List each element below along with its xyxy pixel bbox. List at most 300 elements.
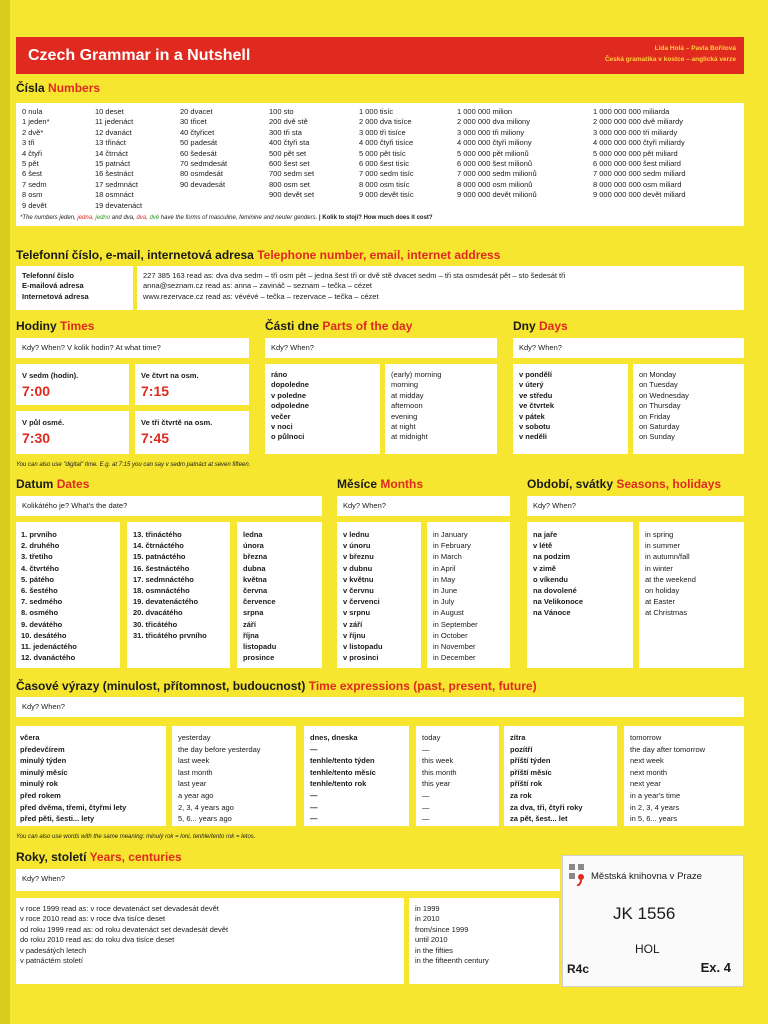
list-item: 9 000 000 devět milionů — [457, 190, 537, 200]
list-item: 2, 3, 4 years ago — [178, 802, 234, 812]
list-item: na podzim — [533, 552, 571, 562]
expr-present-en — [422, 732, 457, 825]
list-item: příští týden — [510, 756, 551, 766]
seasons-cz-list — [533, 529, 583, 619]
dates-ordinals-2 — [133, 529, 207, 641]
times-heading: Hodiny Times — [16, 319, 95, 333]
months-question: Kdy? When? — [343, 501, 386, 510]
expressions-question-box — [16, 697, 744, 717]
time-card-value: 7:00 — [22, 383, 51, 399]
list-item: 50 padesát — [180, 138, 218, 148]
list-item: srpna — [243, 608, 264, 618]
list-item: 60 šedesát — [180, 148, 217, 158]
list-item: ve čtvrtek — [519, 401, 555, 411]
list-item: 5, 6... years ago — [178, 814, 232, 824]
list-item: v neděli — [519, 432, 547, 442]
time-card-700 — [16, 364, 129, 405]
list-item: 17 sedmnáct — [95, 179, 138, 189]
time-card-745 — [135, 411, 249, 454]
seasons-heading: Období, svátky Seasons, holidays — [527, 477, 722, 491]
list-item: in October — [433, 630, 468, 640]
list-item: v dubnu — [343, 563, 373, 573]
list-item: in the fifteenth century — [415, 955, 489, 965]
list-item: července — [243, 597, 276, 607]
contact-labels — [22, 271, 89, 302]
list-item: 8 000 000 osm milionů — [457, 179, 533, 189]
list-item: 200 dvě stě — [269, 117, 308, 127]
list-item: in June — [433, 585, 458, 595]
list-item: 100 sto — [269, 107, 294, 116]
list-item: on Wednesday — [639, 390, 689, 400]
list-item: — — [422, 814, 430, 824]
list-item: afternoon — [391, 401, 423, 411]
list-item: 30 třicet — [180, 117, 207, 127]
dates-question-box — [16, 496, 322, 516]
months-question-box — [337, 496, 510, 516]
list-item: tenhle/tento měsíc — [310, 767, 376, 777]
list-item: on Saturday — [639, 421, 680, 431]
list-item: v říjnu — [343, 630, 366, 640]
list-item: 10 deset — [95, 107, 124, 116]
list-item: 70 sedmdesát — [180, 158, 228, 168]
contact-values — [143, 271, 565, 302]
list-item: on Thursday — [639, 401, 681, 411]
list-item: do roku 2010 read as: do roku dva tisíce deset — [20, 935, 175, 945]
list-item: 8 000 000 000 osm miliard — [593, 179, 682, 189]
list-item: května — [243, 574, 267, 584]
list-item: 1 000 000 000 miliarda — [593, 107, 670, 116]
expr-future-en — [630, 732, 705, 825]
expr-present-cz — [310, 732, 376, 825]
list-item: ve středu — [519, 390, 553, 400]
months-en-box — [427, 522, 510, 668]
list-item: 13 třináct — [95, 138, 126, 148]
list-item: 4 000 000 čtyři miliony — [457, 138, 532, 148]
list-item: v pondělí — [519, 370, 552, 379]
list-item: 16. šestnáctého — [133, 563, 190, 573]
list-item: yesterday — [178, 733, 211, 742]
numbers-col-units — [22, 107, 50, 211]
list-item: 30. třicátého — [133, 619, 178, 629]
times-question: Kdy? When? V kolik hodin? At what time? — [22, 343, 161, 352]
list-item: on Sunday — [639, 432, 675, 442]
list-item: v září — [343, 619, 363, 629]
list-item: 4 000 čtyři tisíce — [359, 138, 414, 148]
days-question-box — [513, 338, 744, 358]
list-item: last year — [178, 779, 207, 789]
parts-en-box — [385, 364, 497, 454]
list-item: in 1999 — [415, 904, 440, 913]
contact-values-box — [137, 266, 744, 310]
list-item: Internetová adresa — [22, 291, 89, 301]
numbers-col-billions — [593, 107, 686, 201]
list-item: 9. devátého — [21, 619, 63, 629]
list-item: v srpnu — [343, 608, 371, 618]
list-item: 18 osmnáct — [95, 190, 134, 200]
list-item: 80 osmdesát — [180, 169, 223, 179]
list-item: 9 000 000 000 devět miliard — [593, 190, 686, 200]
list-item: 15. patnáctého — [133, 552, 186, 562]
dates-heading: Datum Dates — [16, 477, 90, 491]
list-item: 19 devatenáct — [95, 200, 143, 210]
expr-present-cz-box — [304, 726, 409, 826]
list-item: in summer — [645, 541, 681, 551]
times-note: You can also use "digital" time. E.g. at 7:15 you can say v sedm patnáct at seven fifteen. — [16, 462, 251, 468]
list-item: 8. osmého — [21, 608, 59, 618]
list-item: 6 000 000 šest milionů — [457, 158, 533, 168]
list-item: anna@seznam.cz read as: anna – zavináč – seznam – tečka – cézet — [143, 281, 372, 291]
numbers-box — [16, 103, 744, 226]
months-cz-box — [337, 522, 421, 668]
numbers-col-thousands — [359, 107, 414, 201]
days-heading: Dny Days — [513, 319, 568, 333]
list-item: v květnu — [343, 574, 374, 584]
expr-past-cz — [20, 732, 126, 825]
list-item: v červenci — [343, 597, 380, 607]
author-code: HOL — [635, 942, 660, 956]
list-item: v březnu — [343, 552, 374, 562]
dates-col1-box — [16, 522, 120, 668]
list-item: v zimě — [533, 563, 556, 573]
dates-question: Kolikátého je? What's the date? — [22, 501, 128, 510]
list-item: v červnu — [343, 585, 374, 595]
library-sticker — [562, 855, 744, 987]
list-item: evening — [391, 411, 418, 421]
expr-future-cz-box — [504, 726, 617, 826]
contact-labels-box — [16, 266, 133, 310]
times-question-box — [16, 338, 249, 358]
list-item: před rokem — [20, 790, 61, 800]
list-item: 1 000 000 milion — [457, 107, 513, 116]
days-question: Kdy? When? — [519, 343, 562, 352]
months-cz-list — [343, 529, 383, 663]
numbers-col-teens — [95, 107, 142, 211]
list-item: on holiday — [645, 585, 680, 595]
list-item: o půlnoci — [271, 432, 305, 442]
list-item: in spring — [645, 530, 674, 539]
list-item: v úterý — [519, 380, 544, 390]
list-item: prosince — [243, 653, 275, 663]
list-item: 4 000 000 000 čtyři miliardy — [593, 138, 685, 148]
list-item: listopadu — [243, 641, 277, 651]
list-item: 12. dvanáctého — [21, 653, 76, 663]
list-item: — — [310, 814, 318, 824]
list-item: 3 000 000 tři miliony — [457, 127, 525, 137]
list-item: — — [422, 790, 430, 800]
list-item: in 2, 3, 4 years — [630, 802, 680, 812]
list-item: 0 nula — [22, 107, 43, 116]
list-item: 1 000 tisíc — [359, 107, 394, 116]
numbers-col-millions — [457, 107, 537, 201]
list-item: za pět, šest... let — [510, 814, 568, 824]
list-item: next month — [630, 767, 668, 777]
list-item: (early) morning — [391, 370, 442, 379]
list-item: 5 pět — [22, 158, 39, 168]
list-item: 15 patnáct — [95, 158, 131, 168]
list-item: v poledne — [271, 390, 307, 400]
parts-question-box — [265, 338, 497, 358]
list-item: at Christmas — [645, 608, 688, 618]
time-card-715 — [135, 364, 249, 405]
list-item: 1 jeden* — [22, 117, 50, 127]
list-item: in autumn/fall — [645, 552, 690, 562]
list-item: 11 jedenáct — [95, 117, 134, 127]
author-block — [605, 43, 736, 65]
expressions-heading: Časové výrazy (minulost, přítomnost, budoucnost) Time expressions (past, present, future) — [16, 679, 537, 693]
list-item: 11. jedenáctého — [21, 641, 77, 651]
list-item: za dva, tři, čtyři roky — [510, 802, 583, 812]
numbers-note: *The numbers jeden, jedna, jedno and dva, dva, dvě have the forms of masculine, feminine and neuter genders. | Kolik to stojí? How much does it cost? — [20, 215, 433, 221]
list-item: 1. prvního — [21, 530, 57, 539]
list-item: dopoledne — [271, 380, 309, 390]
list-item: zítra — [510, 733, 526, 742]
expr-future-cz — [510, 732, 583, 825]
numbers-col-tens — [180, 107, 227, 190]
expr-past-cz-box — [16, 726, 166, 826]
list-item: on Tuesday — [639, 380, 678, 390]
list-item: odpoledne — [271, 401, 309, 411]
list-item: v noci — [271, 421, 293, 431]
list-item: tomorrow — [630, 733, 662, 742]
library-logo-icon — [569, 864, 587, 886]
list-item: in the fifties — [415, 945, 453, 955]
list-item: the day after tomorrow — [630, 744, 706, 754]
list-item: 19. devatenáctého — [133, 597, 199, 607]
expr-future-en-box — [624, 726, 744, 826]
time-card-value: 7:30 — [22, 430, 51, 446]
list-item: — — [422, 744, 430, 754]
list-item: 5 000 000 000 pět miliard — [593, 148, 678, 158]
time-card-label: V půl osmé. — [22, 418, 65, 427]
dates-month-genitives — [243, 529, 276, 663]
time-card-value: 7:15 — [141, 383, 170, 399]
list-item: Telefonní číslo — [22, 271, 74, 280]
list-item: in September — [433, 619, 478, 629]
list-item: tenhle/tento rok — [310, 779, 367, 789]
list-item: 3 000 tři tisíce — [359, 127, 406, 137]
list-item: 17. sedmnáctého — [133, 574, 194, 584]
list-item: pozítří — [510, 744, 533, 754]
subtitle: Česká gramatika v kostce – anglická verze — [604, 56, 736, 63]
list-item: 9 devět — [22, 200, 47, 210]
expressions-question: Kdy? When? — [22, 702, 65, 711]
list-item: 4 čtyři — [22, 148, 43, 158]
numbers-heading: Čísla Numbers — [16, 81, 101, 95]
list-item: 4. čtvrtého — [21, 563, 59, 573]
list-item: na Vánoce — [533, 608, 571, 618]
list-item: 7. sedmého — [21, 597, 63, 607]
shelf-code: R4c — [567, 962, 590, 976]
list-item: 400 čtyři sta — [269, 138, 310, 148]
list-item: — — [310, 744, 318, 754]
list-item: 18. osmnáctého — [133, 585, 190, 595]
list-item: předevčírem — [20, 744, 65, 754]
list-item: v roce 1999 read as: v roce devatenáct set devadesát devět — [20, 904, 219, 913]
list-item: in December — [433, 653, 476, 663]
list-item: příští měsíc — [510, 767, 552, 777]
dates-months-gen-box — [237, 522, 322, 668]
days-en-list — [639, 370, 689, 443]
list-item: 5 000 000 pět milionů — [457, 148, 529, 158]
list-item: 6 000 000 000 šest miliard — [593, 158, 681, 168]
list-item: 900 devět set — [269, 190, 315, 200]
list-item: www.rezervace.cz read as: vévévé – tečka – rezervace – tečka – cézet — [143, 291, 379, 301]
dates-ordinals-1 — [21, 529, 77, 663]
time-card-730 — [16, 411, 129, 454]
list-item: 7 sedm — [22, 179, 47, 189]
list-item: příští rok — [510, 779, 543, 789]
list-item: 2 000 000 000 dvě miliardy — [593, 117, 684, 127]
list-item: před pěti, šesti... lety — [20, 814, 95, 824]
title-banner — [16, 37, 744, 74]
numbers-col-hundreds — [269, 107, 314, 201]
list-item: na Velikonoce — [533, 597, 584, 607]
list-item: 300 tři sta — [269, 127, 302, 137]
list-item: a year ago — [178, 790, 214, 800]
list-item: — — [310, 802, 318, 812]
list-item: 7 000 000 000 sedm miliard — [593, 169, 686, 179]
years-en-box — [409, 898, 559, 984]
list-item: ráno — [271, 370, 288, 379]
list-item: in winter — [645, 563, 673, 573]
list-item: this month — [422, 767, 457, 777]
list-item: at the weekend — [645, 574, 696, 584]
list-item: at midnight — [391, 432, 428, 442]
list-item: ledna — [243, 530, 263, 539]
list-item: 20. dvacátého — [133, 608, 183, 618]
time-card-label: Ve čtvrt na osm. — [141, 371, 199, 380]
list-item: at Easter — [645, 597, 676, 607]
list-item: in 5, 6... years — [630, 814, 678, 824]
days-cz-box — [513, 364, 628, 454]
list-item: 31. třicátého prvního — [133, 630, 207, 640]
call-number: JK 1556 — [613, 904, 676, 923]
list-item: morning — [391, 380, 419, 390]
list-item: v listopadu — [343, 641, 383, 651]
list-item: next week — [630, 756, 664, 766]
list-item: 13. třináctého — [133, 530, 182, 539]
list-item: in February — [433, 541, 471, 551]
list-item: minulý týden — [20, 756, 67, 766]
list-item: minulý rok — [20, 779, 58, 789]
days-cz-list — [519, 370, 554, 443]
months-heading: Měsíce Months — [337, 477, 424, 491]
library-name: Městská knihovna v Praze — [591, 871, 702, 882]
list-item: at night — [391, 421, 416, 431]
list-item: 8 000 osm tisíc — [359, 179, 410, 189]
years-cz-box — [16, 898, 404, 984]
list-item: 3. třetího — [21, 552, 53, 562]
parts-cz-list — [271, 370, 309, 443]
seasons-en-box — [639, 522, 744, 668]
years-heading: Roky, století Years, centuries — [16, 850, 182, 864]
list-item: last month — [178, 767, 213, 777]
list-item: in 2010 — [415, 914, 440, 924]
list-item: na dovolené — [533, 585, 577, 595]
seasons-cz-box — [527, 522, 633, 668]
dates-col2-box — [127, 522, 230, 668]
list-item: 2 000 dva tisíce — [359, 117, 412, 127]
page-edge — [0, 0, 10, 1024]
contact-heading: Telefonní číslo, e-mail, internetová adresa Telephone number, email, internet address — [16, 248, 501, 262]
list-item: from/since 1999 — [415, 924, 469, 934]
list-item: this week — [422, 756, 454, 766]
time-card-label: V sedm (hodin). — [22, 371, 79, 380]
list-item: 5 000 pět tisíc — [359, 148, 406, 158]
list-item: v prosinci — [343, 653, 379, 663]
expr-present-en-box — [416, 726, 499, 826]
list-item: 700 sedm set — [269, 169, 315, 179]
list-item: in November — [433, 641, 476, 651]
list-item: 7 000 000 sedm milionů — [457, 169, 537, 179]
list-item: 800 osm set — [269, 179, 310, 189]
list-item: on Monday — [639, 370, 677, 379]
list-item: 6. šestého — [21, 585, 58, 595]
list-item: v sobotu — [519, 421, 551, 431]
list-item: o víkendu — [533, 574, 569, 584]
time-card-value: 7:45 — [141, 430, 170, 446]
expressions-note: You can also use words with the same meaning: minulý rok = loni, tenhle/tento rok = letos. — [16, 834, 256, 840]
list-item: in January — [433, 530, 468, 539]
years-question: Kdy? When? — [22, 874, 65, 883]
list-item: next year — [630, 779, 661, 789]
list-item: in August — [433, 608, 464, 618]
list-item: 40 čtyřicet — [180, 127, 215, 137]
list-item: 7 000 sedm tisíc — [359, 169, 414, 179]
list-item: od roku 1999 read as: od roku devatenáct set devadesát devět — [20, 924, 229, 934]
list-item: v pátek — [519, 411, 545, 421]
list-item: v padesátých letech — [20, 945, 87, 955]
years-cz-list — [20, 904, 228, 966]
list-item: E-mailová adresa — [22, 281, 84, 291]
list-item: in April — [433, 563, 456, 573]
list-item: today — [422, 733, 441, 742]
parts-question: Kdy? When? — [271, 343, 314, 352]
list-item: včera — [20, 733, 40, 742]
list-item: 3 tři — [22, 138, 35, 148]
list-item: února — [243, 541, 264, 551]
list-item: 227 385 163 read as: dva dva sedm – tři osm pět – jedna šest tři or dvě stě dvacet sedm – tři sta osmdesát pět – sto šedesát tři — [143, 271, 566, 280]
copy-number: Ex. 4 — [700, 960, 731, 975]
list-item: at midday — [391, 390, 424, 400]
page-title: Czech Grammar in a Nutshell — [28, 47, 251, 64]
list-item: 9 000 devět tisíc — [359, 190, 414, 200]
list-item: 6 000 šest tisíc — [359, 158, 410, 168]
years-en-list — [415, 904, 489, 966]
authors: Lida Holá – Pavla Bořilová — [654, 45, 736, 52]
list-item: — — [310, 790, 318, 800]
list-item: před dvěma, třemi, čtyřmi lety — [20, 802, 127, 812]
expr-past-en-box — [172, 726, 296, 826]
list-item: v únoru — [343, 541, 371, 551]
list-item: — — [422, 802, 430, 812]
list-item: in a year's time — [630, 790, 681, 800]
list-item: v roce 2010 read as: v roce dva tisíce deset — [20, 914, 166, 924]
time-card-label: Ve tři čtvrtě na osm. — [141, 418, 213, 427]
list-item: tenhle/tento týden — [310, 756, 375, 766]
list-item: on Friday — [639, 411, 671, 421]
list-item: 12 dvanáct — [95, 127, 132, 137]
list-item: until 2010 — [415, 935, 448, 945]
list-item: last week — [178, 756, 210, 766]
parts-en-list — [391, 370, 441, 443]
list-item: na jaře — [533, 530, 558, 539]
list-item: června — [243, 585, 268, 595]
list-item: in July — [433, 597, 455, 607]
list-item: září — [243, 619, 256, 629]
list-item: minulý měsíc — [20, 767, 68, 777]
seasons-question: Kdy? When? — [533, 501, 576, 510]
